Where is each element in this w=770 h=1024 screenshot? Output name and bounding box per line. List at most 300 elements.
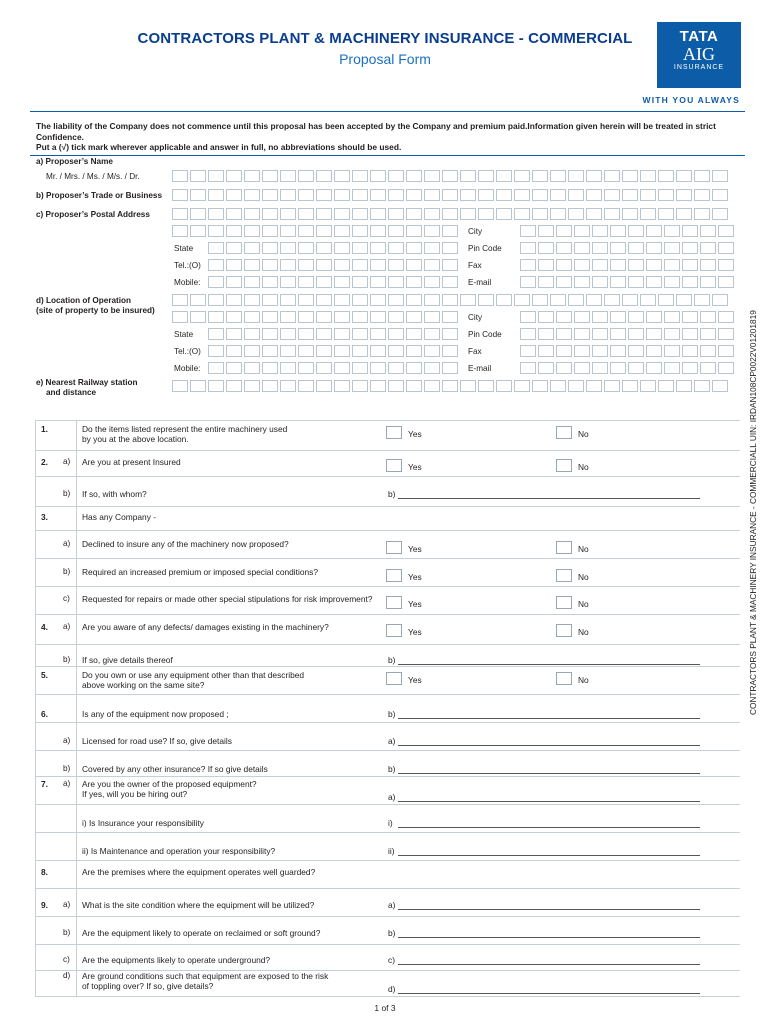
answer-line[interactable] <box>398 909 700 910</box>
char-box[interactable] <box>226 362 242 374</box>
char-box[interactable] <box>388 170 404 182</box>
char-box[interactable] <box>586 294 602 306</box>
char-box[interactable] <box>190 189 206 201</box>
char-box[interactable] <box>244 225 260 237</box>
answer-line[interactable] <box>398 773 700 774</box>
char-box[interactable] <box>208 380 224 392</box>
char-box[interactable] <box>694 380 710 392</box>
char-box[interactable] <box>226 328 242 340</box>
char-box[interactable] <box>574 362 590 374</box>
char-box[interactable] <box>208 242 224 254</box>
char-box[interactable] <box>262 242 278 254</box>
char-box[interactable] <box>334 380 350 392</box>
char-box[interactable] <box>718 328 734 340</box>
char-box[interactable] <box>514 170 530 182</box>
char-box[interactable] <box>190 311 206 323</box>
char-box[interactable] <box>628 328 644 340</box>
char-box[interactable] <box>586 170 602 182</box>
char-box[interactable] <box>334 242 350 254</box>
char-box[interactable] <box>316 362 332 374</box>
char-box[interactable] <box>622 294 638 306</box>
char-box[interactable] <box>556 276 572 288</box>
answer-line[interactable] <box>398 937 700 938</box>
char-box[interactable] <box>664 225 680 237</box>
char-box[interactable] <box>370 170 386 182</box>
location-boxes-1[interactable] <box>172 294 730 306</box>
char-box[interactable] <box>406 294 422 306</box>
char-box[interactable] <box>316 276 332 288</box>
char-box[interactable] <box>424 225 440 237</box>
char-box[interactable] <box>262 311 278 323</box>
char-box[interactable] <box>388 294 404 306</box>
char-box[interactable] <box>628 345 644 357</box>
postal-address-boxes-2[interactable] <box>172 225 460 237</box>
char-box[interactable] <box>592 242 608 254</box>
yes-checkbox[interactable] <box>386 596 402 609</box>
char-box[interactable] <box>244 311 260 323</box>
char-box[interactable] <box>208 311 224 323</box>
char-box[interactable] <box>664 328 680 340</box>
char-box[interactable] <box>442 328 458 340</box>
char-box[interactable] <box>262 294 278 306</box>
char-box[interactable] <box>658 208 674 220</box>
char-box[interactable] <box>388 380 404 392</box>
char-box[interactable] <box>298 345 314 357</box>
char-box[interactable] <box>244 170 260 182</box>
char-box[interactable] <box>352 311 368 323</box>
char-box[interactable] <box>718 362 734 374</box>
char-box[interactable] <box>532 170 548 182</box>
char-box[interactable] <box>628 311 644 323</box>
char-box[interactable] <box>664 345 680 357</box>
char-box[interactable] <box>334 170 350 182</box>
char-box[interactable] <box>190 294 206 306</box>
char-box[interactable] <box>424 276 440 288</box>
char-box[interactable] <box>370 208 386 220</box>
char-box[interactable] <box>640 380 656 392</box>
char-box[interactable] <box>334 259 350 271</box>
char-box[interactable] <box>298 170 314 182</box>
fax-boxes[interactable] <box>520 259 736 271</box>
char-box[interactable] <box>646 328 662 340</box>
char-box[interactable] <box>574 225 590 237</box>
char-box[interactable] <box>592 276 608 288</box>
char-box[interactable] <box>226 276 242 288</box>
char-box[interactable] <box>388 311 404 323</box>
char-box[interactable] <box>352 189 368 201</box>
char-box[interactable] <box>604 208 620 220</box>
char-box[interactable] <box>190 208 206 220</box>
char-box[interactable] <box>370 362 386 374</box>
char-box[interactable] <box>604 380 620 392</box>
char-box[interactable] <box>574 345 590 357</box>
char-box[interactable] <box>640 170 656 182</box>
char-box[interactable] <box>334 328 350 340</box>
char-box[interactable] <box>592 328 608 340</box>
char-box[interactable] <box>556 362 572 374</box>
char-box[interactable] <box>592 345 608 357</box>
char-box[interactable] <box>172 208 188 220</box>
char-box[interactable] <box>406 225 422 237</box>
char-box[interactable] <box>622 380 638 392</box>
char-box[interactable] <box>280 276 296 288</box>
char-box[interactable] <box>622 170 638 182</box>
char-box[interactable] <box>700 276 716 288</box>
char-box[interactable] <box>280 362 296 374</box>
char-box[interactable] <box>334 225 350 237</box>
char-box[interactable] <box>316 311 332 323</box>
char-box[interactable] <box>718 259 734 271</box>
char-box[interactable] <box>664 242 680 254</box>
char-box[interactable] <box>424 294 440 306</box>
char-box[interactable] <box>226 294 242 306</box>
char-box[interactable] <box>496 294 512 306</box>
char-box[interactable] <box>280 311 296 323</box>
char-box[interactable] <box>442 189 458 201</box>
char-box[interactable] <box>592 225 608 237</box>
char-box[interactable] <box>334 189 350 201</box>
char-box[interactable] <box>406 311 422 323</box>
char-box[interactable] <box>370 328 386 340</box>
char-box[interactable] <box>424 170 440 182</box>
char-box[interactable] <box>352 362 368 374</box>
char-box[interactable] <box>172 294 188 306</box>
char-box[interactable] <box>496 170 512 182</box>
char-box[interactable] <box>460 294 476 306</box>
char-box[interactable] <box>718 242 734 254</box>
char-box[interactable] <box>442 362 458 374</box>
char-box[interactable] <box>334 208 350 220</box>
char-box[interactable] <box>520 276 536 288</box>
char-box[interactable] <box>226 380 242 392</box>
char-box[interactable] <box>352 242 368 254</box>
char-box[interactable] <box>388 345 404 357</box>
char-box[interactable] <box>334 276 350 288</box>
char-box[interactable] <box>520 311 536 323</box>
char-box[interactable] <box>592 311 608 323</box>
char-box[interactable] <box>676 170 692 182</box>
no-checkbox[interactable] <box>556 426 572 439</box>
char-box[interactable] <box>370 259 386 271</box>
location-email-boxes[interactable] <box>520 362 736 374</box>
char-box[interactable] <box>298 259 314 271</box>
char-box[interactable] <box>520 259 536 271</box>
char-box[interactable] <box>208 225 224 237</box>
char-box[interactable] <box>208 208 224 220</box>
char-box[interactable] <box>574 311 590 323</box>
char-box[interactable] <box>298 294 314 306</box>
char-box[interactable] <box>316 328 332 340</box>
char-box[interactable] <box>244 362 260 374</box>
no-checkbox[interactable] <box>556 459 572 472</box>
char-box[interactable] <box>550 380 566 392</box>
char-box[interactable] <box>496 189 512 201</box>
char-box[interactable] <box>388 276 404 288</box>
char-box[interactable] <box>646 242 662 254</box>
char-box[interactable] <box>658 189 674 201</box>
char-box[interactable] <box>424 242 440 254</box>
char-box[interactable] <box>514 208 530 220</box>
char-box[interactable] <box>190 170 206 182</box>
yes-checkbox[interactable] <box>386 672 402 685</box>
char-box[interactable] <box>586 189 602 201</box>
no-checkbox[interactable] <box>556 672 572 685</box>
trade-business-boxes[interactable] <box>172 189 730 201</box>
char-box[interactable] <box>298 380 314 392</box>
char-box[interactable] <box>622 189 638 201</box>
char-box[interactable] <box>718 225 734 237</box>
char-box[interactable] <box>226 189 242 201</box>
char-box[interactable] <box>520 362 536 374</box>
yes-checkbox[interactable] <box>386 624 402 637</box>
state-boxes[interactable] <box>208 242 460 254</box>
char-box[interactable] <box>610 276 626 288</box>
answer-line[interactable] <box>398 718 700 719</box>
char-box[interactable] <box>442 259 458 271</box>
char-box[interactable] <box>520 225 536 237</box>
postal-address-boxes-1[interactable] <box>172 208 730 220</box>
char-box[interactable] <box>478 294 494 306</box>
char-box[interactable] <box>592 362 608 374</box>
char-box[interactable] <box>442 345 458 357</box>
char-box[interactable] <box>538 345 554 357</box>
char-box[interactable] <box>370 225 386 237</box>
char-box[interactable] <box>520 328 536 340</box>
char-box[interactable] <box>640 208 656 220</box>
char-box[interactable] <box>298 328 314 340</box>
char-box[interactable] <box>604 170 620 182</box>
char-box[interactable] <box>280 259 296 271</box>
answer-line[interactable] <box>398 964 700 965</box>
answer-line[interactable] <box>398 498 700 499</box>
char-box[interactable] <box>424 362 440 374</box>
answer-line[interactable] <box>398 827 700 828</box>
char-box[interactable] <box>658 170 674 182</box>
char-box[interactable] <box>556 328 572 340</box>
char-box[interactable] <box>646 259 662 271</box>
char-box[interactable] <box>700 242 716 254</box>
location-city-boxes[interactable] <box>520 311 736 323</box>
char-box[interactable] <box>700 362 716 374</box>
char-box[interactable] <box>388 208 404 220</box>
answer-line[interactable] <box>398 664 700 665</box>
answer-line[interactable] <box>398 993 700 994</box>
char-box[interactable] <box>316 294 332 306</box>
char-box[interactable] <box>244 242 260 254</box>
yes-checkbox[interactable] <box>386 541 402 554</box>
char-box[interactable] <box>280 380 296 392</box>
char-box[interactable] <box>370 189 386 201</box>
char-box[interactable] <box>538 276 554 288</box>
char-box[interactable] <box>604 189 620 201</box>
char-box[interactable] <box>460 208 476 220</box>
char-box[interactable] <box>442 294 458 306</box>
char-box[interactable] <box>172 311 188 323</box>
char-box[interactable] <box>406 276 422 288</box>
char-box[interactable] <box>298 362 314 374</box>
char-box[interactable] <box>172 225 188 237</box>
char-box[interactable] <box>370 242 386 254</box>
char-box[interactable] <box>574 242 590 254</box>
char-box[interactable] <box>622 208 638 220</box>
location-boxes-2[interactable] <box>172 311 460 323</box>
char-box[interactable] <box>682 242 698 254</box>
char-box[interactable] <box>718 311 734 323</box>
char-box[interactable] <box>406 170 422 182</box>
char-box[interactable] <box>280 294 296 306</box>
char-box[interactable] <box>592 259 608 271</box>
no-checkbox[interactable] <box>556 569 572 582</box>
char-box[interactable] <box>388 225 404 237</box>
char-box[interactable] <box>388 242 404 254</box>
char-box[interactable] <box>208 276 224 288</box>
railway-boxes[interactable] <box>172 380 730 392</box>
char-box[interactable] <box>352 208 368 220</box>
char-box[interactable] <box>676 380 692 392</box>
char-box[interactable] <box>628 276 644 288</box>
char-box[interactable] <box>316 345 332 357</box>
char-box[interactable] <box>682 259 698 271</box>
char-box[interactable] <box>700 259 716 271</box>
char-box[interactable] <box>442 208 458 220</box>
char-box[interactable] <box>298 242 314 254</box>
char-box[interactable] <box>172 380 188 392</box>
char-box[interactable] <box>694 189 710 201</box>
char-box[interactable] <box>298 225 314 237</box>
char-box[interactable] <box>700 328 716 340</box>
char-box[interactable] <box>280 242 296 254</box>
char-box[interactable] <box>352 225 368 237</box>
char-box[interactable] <box>640 294 656 306</box>
char-box[interactable] <box>496 208 512 220</box>
char-box[interactable] <box>406 259 422 271</box>
char-box[interactable] <box>442 225 458 237</box>
char-box[interactable] <box>424 311 440 323</box>
char-box[interactable] <box>568 170 584 182</box>
answer-line[interactable] <box>398 745 700 746</box>
char-box[interactable] <box>316 170 332 182</box>
char-box[interactable] <box>424 345 440 357</box>
char-box[interactable] <box>496 380 512 392</box>
char-box[interactable] <box>388 259 404 271</box>
char-box[interactable] <box>388 328 404 340</box>
char-box[interactable] <box>424 189 440 201</box>
char-box[interactable] <box>406 189 422 201</box>
char-box[interactable] <box>334 362 350 374</box>
char-box[interactable] <box>244 208 260 220</box>
char-box[interactable] <box>700 311 716 323</box>
char-box[interactable] <box>262 380 278 392</box>
char-box[interactable] <box>646 276 662 288</box>
char-box[interactable] <box>190 225 206 237</box>
char-box[interactable] <box>334 345 350 357</box>
char-box[interactable] <box>208 362 224 374</box>
location-mobile-boxes[interactable] <box>208 362 460 374</box>
char-box[interactable] <box>628 362 644 374</box>
char-box[interactable] <box>532 208 548 220</box>
char-box[interactable] <box>676 208 692 220</box>
char-box[interactable] <box>664 276 680 288</box>
char-box[interactable] <box>280 345 296 357</box>
char-box[interactable] <box>262 362 278 374</box>
char-box[interactable] <box>460 189 476 201</box>
char-box[interactable] <box>208 294 224 306</box>
char-box[interactable] <box>712 189 728 201</box>
char-box[interactable] <box>538 242 554 254</box>
char-box[interactable] <box>244 259 260 271</box>
char-box[interactable] <box>226 225 242 237</box>
char-box[interactable] <box>370 294 386 306</box>
char-box[interactable] <box>682 225 698 237</box>
char-box[interactable] <box>316 380 332 392</box>
char-box[interactable] <box>694 294 710 306</box>
char-box[interactable] <box>262 276 278 288</box>
char-box[interactable] <box>262 170 278 182</box>
char-box[interactable] <box>478 170 494 182</box>
char-box[interactable] <box>700 225 716 237</box>
mobile-boxes[interactable] <box>208 276 460 288</box>
no-checkbox[interactable] <box>556 541 572 554</box>
char-box[interactable] <box>610 345 626 357</box>
location-state-boxes[interactable] <box>208 328 460 340</box>
char-box[interactable] <box>550 170 566 182</box>
char-box[interactable] <box>352 276 368 288</box>
tel-boxes[interactable] <box>208 259 460 271</box>
char-box[interactable] <box>604 294 620 306</box>
char-box[interactable] <box>244 189 260 201</box>
char-box[interactable] <box>610 225 626 237</box>
email-boxes[interactable] <box>520 276 736 288</box>
char-box[interactable] <box>226 311 242 323</box>
char-box[interactable] <box>244 328 260 340</box>
answer-line[interactable] <box>398 855 700 856</box>
char-box[interactable] <box>208 345 224 357</box>
char-box[interactable] <box>646 362 662 374</box>
no-checkbox[interactable] <box>556 624 572 637</box>
char-box[interactable] <box>718 276 734 288</box>
char-box[interactable] <box>556 345 572 357</box>
char-box[interactable] <box>208 170 224 182</box>
char-box[interactable] <box>646 345 662 357</box>
char-box[interactable] <box>316 259 332 271</box>
char-box[interactable] <box>352 259 368 271</box>
char-box[interactable] <box>442 276 458 288</box>
char-box[interactable] <box>388 362 404 374</box>
location-fax-boxes[interactable] <box>520 345 736 357</box>
char-box[interactable] <box>640 189 656 201</box>
char-box[interactable] <box>406 328 422 340</box>
char-box[interactable] <box>556 259 572 271</box>
char-box[interactable] <box>352 380 368 392</box>
char-box[interactable] <box>532 189 548 201</box>
char-box[interactable] <box>424 208 440 220</box>
char-box[interactable] <box>316 208 332 220</box>
char-box[interactable] <box>244 345 260 357</box>
char-box[interactable] <box>568 380 584 392</box>
city-boxes[interactable] <box>520 225 736 237</box>
char-box[interactable] <box>262 328 278 340</box>
char-box[interactable] <box>208 328 224 340</box>
char-box[interactable] <box>658 294 674 306</box>
char-box[interactable] <box>244 380 260 392</box>
char-box[interactable] <box>316 242 332 254</box>
char-box[interactable] <box>694 170 710 182</box>
char-box[interactable] <box>334 294 350 306</box>
char-box[interactable] <box>568 294 584 306</box>
char-box[interactable] <box>406 242 422 254</box>
char-box[interactable] <box>172 189 188 201</box>
char-box[interactable] <box>262 208 278 220</box>
